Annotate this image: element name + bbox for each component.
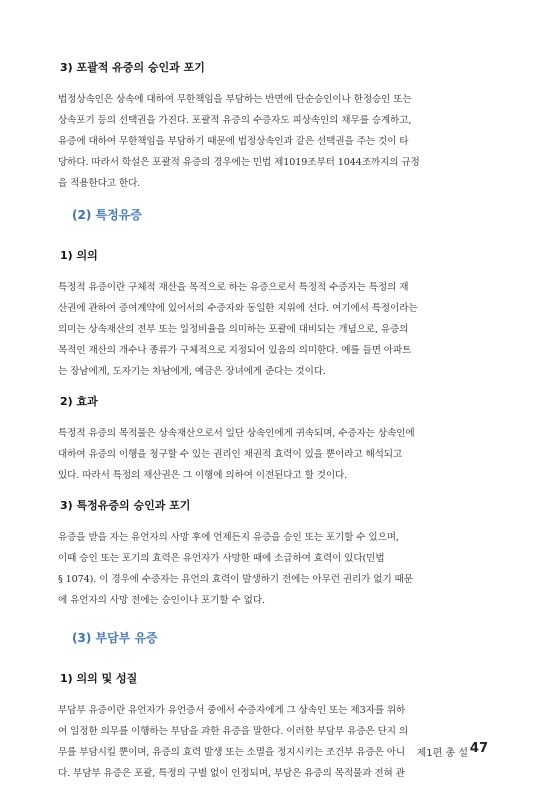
text-line: 유증을 받을 자는 유언자의 사망 후에 언제든지 유증을 승인 또는 포기할 수 있으며, bbox=[58, 532, 399, 543]
text-line: 당하다. 따라서 학설은 포괄적 유증의 경우에는 민법 제1019조부터 1044조까지의 규정 bbox=[58, 157, 420, 168]
section-heading: 3) 포괄적 유증의 승인과 포기 bbox=[60, 61, 205, 74]
section-heading: 3) 특정유증의 승인과 포기 bbox=[60, 499, 191, 512]
paragraph bbox=[58, 423, 492, 486]
section-heading: 1) 의의 bbox=[60, 249, 98, 262]
text-line: 있다. 따라서 특정의 재산권은 그 이행에 의하여 이전된다고 할 것이다. bbox=[58, 470, 348, 481]
text-line: 특정적 유증이란 구체적 재산을 목적으로 하는 유증으로서 특정적 수증자는 특정의 재 bbox=[58, 282, 409, 293]
page-number: 47 bbox=[469, 741, 488, 756]
text-line: § 1074). 이 경우에 수증자는 유언의 효력이 발생하기 전에는 아무런 권리가 없기 때문 bbox=[58, 574, 413, 585]
text-line: 대하여 유증의 이행을 청구할 수 있는 권리인 채권적 효력이 있을 뿐이라고 해석되고 bbox=[58, 449, 403, 460]
text-line: 상속포기 등의 선택권을 가진다. 포괄적 유증의 수증자도 피상속인의 채무를 승계하고, bbox=[58, 115, 412, 126]
page-footer bbox=[0, 741, 550, 763]
section-heading: 1) 의의 및 성질 bbox=[60, 672, 138, 685]
text-line: 을 적용한다고 한다. bbox=[58, 178, 141, 189]
text-line: 법정상속인은 상속에 대하여 무한책임을 부담하는 반면에 단순승인이나 한정승인 또는 bbox=[58, 94, 412, 105]
text-line: 다. 부담부 유증은 포괄, 특정의 구별 없이 인정되며, 부담은 유증의 목적물과 전혀 관 bbox=[58, 768, 405, 779]
paragraph bbox=[58, 277, 492, 382]
paragraph bbox=[58, 527, 492, 611]
text-line: 여 일정한 의무를 이행하는 부담을 과한 유증을 말한다. 이러한 부담부 유증은 단지 의 bbox=[58, 726, 409, 737]
page-body bbox=[58, 60, 492, 796]
chapter-heading: (2) 특정유증 bbox=[72, 208, 142, 222]
text-line: 목적인 재산의 개수나 종류가 구체적으로 지정되어 있음의 의미한다. 예를 들면 아파트 bbox=[58, 345, 412, 356]
footer-chapter-label: 제1편 총 설 bbox=[416, 748, 468, 759]
text-line: 유증에 대하여 무한책임을 부담하기 때문에 법정상속인과 같은 선택권을 주는 것이 타 bbox=[58, 136, 409, 147]
text-line: 특정적 유증의 목적물은 상속재산으로서 일단 상속인에게 귀속되며, 수증자는 상속인에 bbox=[58, 428, 415, 439]
section-heading: 2) 효과 bbox=[60, 395, 98, 408]
text-line: 에 유언자의 사망 전에는 승인이나 포기할 수 없다. bbox=[58, 595, 265, 606]
chapter-heading: (3) 부담부 유증 bbox=[72, 631, 158, 645]
text-line: 이때 승인 또는 포기의 효력은 유언자가 사망한 때에 소급하여 효력이 있다(민법 bbox=[58, 553, 385, 564]
text-line: 의미는 상속재산의 전부 또는 일정비율을 의미하는 포괄에 대비되는 개념으로, 유증의 bbox=[58, 324, 409, 335]
text-line: 는 장남에게, 도자기는 차남에게, 예금은 장녀에게 준다는 것이다. bbox=[58, 366, 326, 377]
paragraph bbox=[58, 89, 492, 194]
text-line: 산권에 관하여 증여계약에 있어서의 수증자와 동일한 지위에 선다. 여기에서 특정이라는 bbox=[58, 303, 418, 314]
text-line: 부담부 유증이란 유언자가 유언증서 중에서 수증자에게 그 상속인 또는 제3자를 위하 bbox=[58, 705, 406, 716]
text-line: 무를 부담시킬 뿐이며, 유증의 효력 발생 또는 소멸을 정지시키는 조건부 유증은 아니 bbox=[58, 747, 406, 758]
